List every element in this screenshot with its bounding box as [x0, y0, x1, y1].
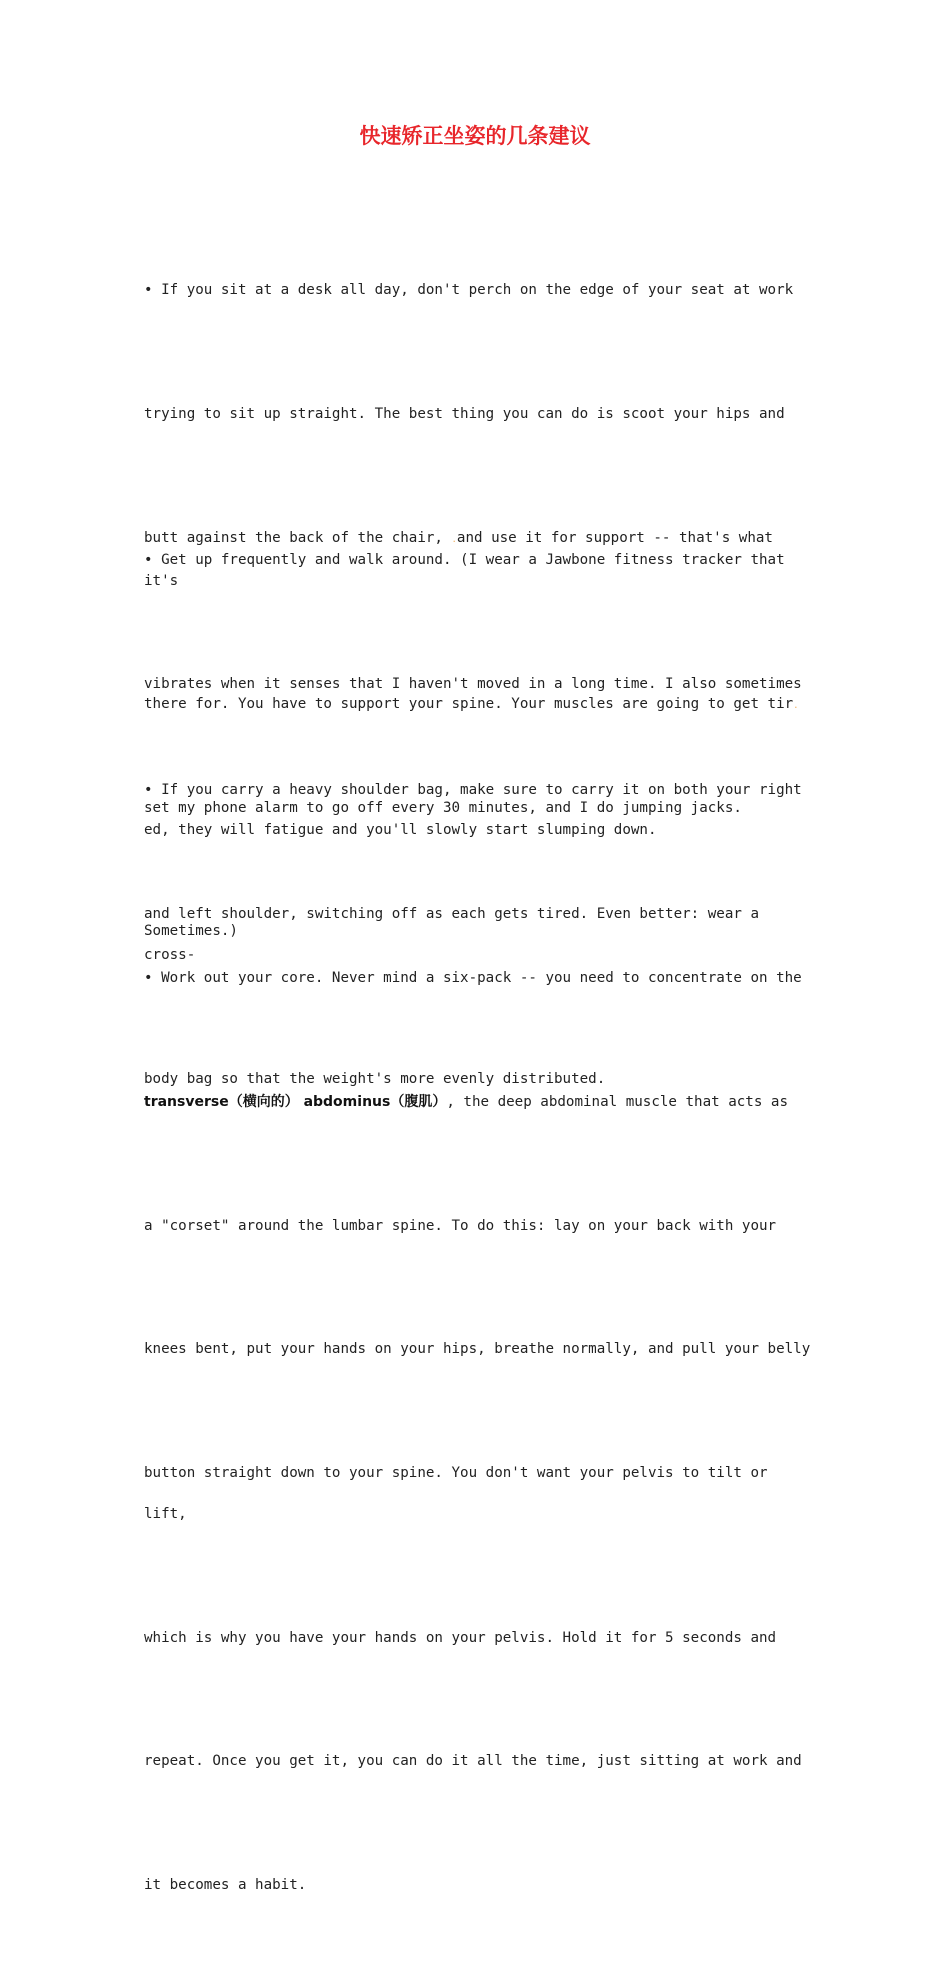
text-segment: and use it for support -- that's what it's — [144, 529, 782, 589]
annotation-mark: . — [793, 701, 799, 712]
text-segment: there for. You have to support your spine. Your muscles are going to get tir — [144, 696, 794, 713]
text-line: knees bent, put your hands on your hips, breathe normally, and pull your belly — [144, 1341, 811, 1358]
text-line: set my phone alarm to go off every 30 minutes, and I do jumping jacks. — [144, 799, 742, 816]
text-line: a "corset" around the lumbar spine. To do this: lay on your back with your — [144, 1217, 777, 1234]
text-line: vibrates when it senses that I haven't moved in a long time. I also sometimes — [144, 676, 802, 693]
text-line: • Get up frequently and walk around. (I wear a Jawbone fitness tracker that — [144, 552, 785, 569]
text-line: which is why you have your hands on your pelvis. Hold it for 5 seconds and — [144, 1629, 777, 1646]
text-line: button straight down to your spine. You don't want your pelvis to tilt or lift, — [144, 1464, 777, 1523]
text-line: repeat. Once you get it, you can do it all the time, just sitting at work and — [144, 1753, 802, 1770]
text-line: it becomes a habit. — [144, 1876, 307, 1893]
text-line: ed, they will fatigue and you'll slowly start slumping down. — [144, 822, 657, 839]
text-line — [144, 1082, 812, 1123]
document-title: 快速矫正坐姿的几条建议 — [359, 124, 591, 148]
text-line: Sometimes.) — [144, 923, 238, 940]
annotation-mark: . — [451, 534, 457, 545]
text-line: trying to sit up straight. The best thing you can do is scoot your hips and — [144, 406, 785, 423]
text-segment: , the deep abdominal muscle that acts as — [446, 1094, 789, 1111]
text-line: • Work out your core. Never mind a six-pack -- you need to concentrate on the — [144, 970, 802, 987]
text-line: • If you carry a heavy shoulder bag, make sure to carry it on both your right — [144, 782, 802, 799]
text-line: and left shoulder, switching off as each gets tired. Even better: wear a cross- — [144, 906, 768, 964]
text-line: body bag so that the weight's more evenly distributed. — [144, 1070, 606, 1087]
text-segment: butt against the back of the chair, — [144, 529, 452, 546]
paragraph-core-tip — [144, 876, 812, 1988]
bold-term: transverse（横向的） abdominus（腹肌） — [144, 1094, 447, 1111]
text-line: • If you sit at a desk all day, don't perch on the edge of your seat at work — [144, 282, 794, 299]
